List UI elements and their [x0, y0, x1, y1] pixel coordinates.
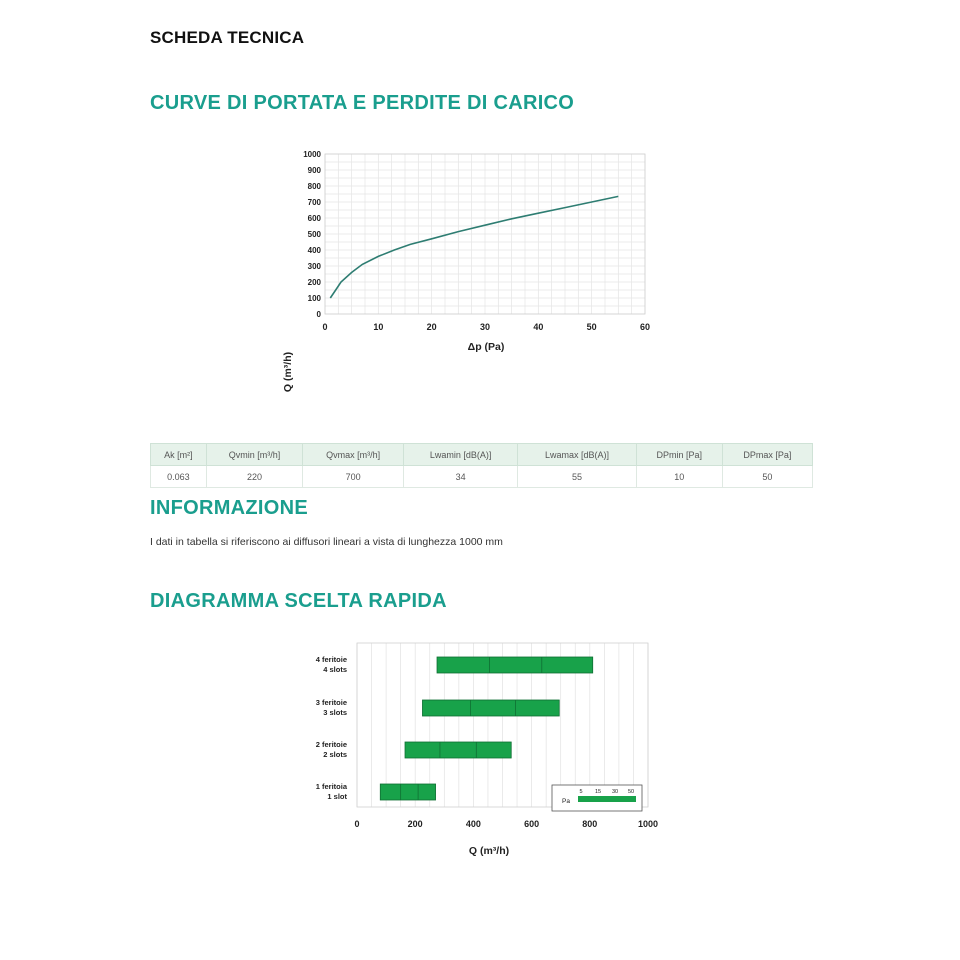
chart-legend: [552, 785, 642, 811]
y-tick-label: 0: [316, 310, 321, 319]
x-tick-label: 50: [586, 322, 597, 332]
x-tick-label: 400: [465, 819, 481, 829]
header-cell: Lwamin [dB(A)]: [404, 444, 518, 466]
header-cell: Qvmax [m³/h]: [303, 444, 404, 466]
x-axis-label: Δp (Pa): [467, 341, 505, 353]
x-tick-label: 20: [426, 322, 437, 332]
range-bar: [422, 700, 559, 716]
legend-swatch: [578, 796, 636, 802]
header-cell: DPmax [Pa]: [722, 444, 812, 466]
category-label: 2 feritoie: [315, 740, 347, 749]
x-tick-label: 1000: [637, 819, 659, 829]
flow-pressure-chart: [270, 140, 670, 393]
table-cell: 34: [404, 466, 518, 488]
x-tick-label: 0: [354, 819, 360, 829]
y-tick-label: 100: [307, 294, 321, 303]
x-tick-label: 800: [582, 819, 598, 829]
table-cell: 50: [722, 466, 812, 488]
table-row: [151, 466, 813, 488]
y-tick-label: 700: [307, 198, 321, 207]
table-cell: 55: [518, 466, 637, 488]
legend-tick: 50: [627, 789, 635, 795]
y-tick-label: 600: [307, 214, 321, 223]
range-bar: [437, 657, 593, 673]
table-cell: 10: [636, 466, 722, 488]
info-section-title: INFORMAZIONE: [150, 497, 309, 519]
curves-section-title: CURVE DI PORTATA E PERDITE DI CARICO: [150, 92, 575, 114]
table-header-row: [151, 444, 813, 466]
x-tick-label: 60: [639, 322, 651, 332]
y-tick-label: 500: [307, 230, 321, 239]
table-cell: 0.063: [151, 466, 207, 488]
quick-selection-title: DIAGRAMMA SCELTA RAPIDA: [150, 590, 447, 612]
category-label: 2 slots: [323, 750, 347, 759]
y-tick-labels: [303, 150, 321, 319]
chart-grid: [325, 154, 645, 314]
x-tick-label: 30: [479, 322, 491, 332]
x-tick-label: 0: [322, 322, 328, 332]
legend-tick: 30: [611, 789, 619, 795]
range-bar: [405, 742, 511, 758]
y-tick-label: 1000: [303, 150, 321, 159]
info-text: I dati in tabella si riferiscono ai diffusori lineari a vista di lunghezza 1000 mm: [150, 536, 503, 548]
x-tick-labels: [354, 819, 658, 829]
header-cell: Ak [m²]: [151, 444, 207, 466]
y-tick-label: 800: [307, 182, 321, 191]
spec-table: [150, 443, 813, 488]
category-label: 1 feritoia: [315, 782, 347, 791]
header-cell: DPmin [Pa]: [636, 444, 722, 466]
document-title: SCHEDA TECNICA: [150, 28, 305, 47]
x-tick-label: 40: [533, 322, 544, 332]
category-label: 3 slots: [323, 708, 347, 717]
x-axis-label: Q (m³/h): [468, 845, 510, 857]
x-tick-label: 600: [524, 819, 540, 829]
category-label: 4 slots: [323, 665, 347, 674]
y-axis-label: Q (m³/h): [282, 351, 294, 393]
y-tick-label: 200: [307, 278, 321, 287]
category-label: 4 feritoie: [315, 655, 347, 664]
x-tick-label: 200: [407, 819, 423, 829]
flow-curve: [330, 196, 618, 298]
category-label: 1 slot: [327, 792, 347, 801]
legend-label: Pa: [562, 798, 570, 805]
table-cell: 220: [206, 466, 302, 488]
y-tick-label: 900: [307, 166, 321, 175]
category-label: 3 feritoie: [315, 698, 347, 707]
y-tick-label: 400: [307, 246, 321, 255]
legend-tick: 5: [579, 789, 583, 795]
header-cell: Qvmin [m³/h]: [206, 444, 302, 466]
x-tick-label: 10: [373, 322, 384, 332]
header-cell: Lwamax [dB(A)]: [518, 444, 637, 466]
category-labels: [316, 655, 348, 801]
legend-tick: 15: [594, 789, 602, 795]
table-cell: 700: [303, 466, 404, 488]
range-bar: [380, 784, 435, 800]
y-tick-label: 300: [307, 262, 321, 271]
quick-selection-chart: [290, 635, 690, 870]
x-tick-labels: [322, 322, 650, 332]
